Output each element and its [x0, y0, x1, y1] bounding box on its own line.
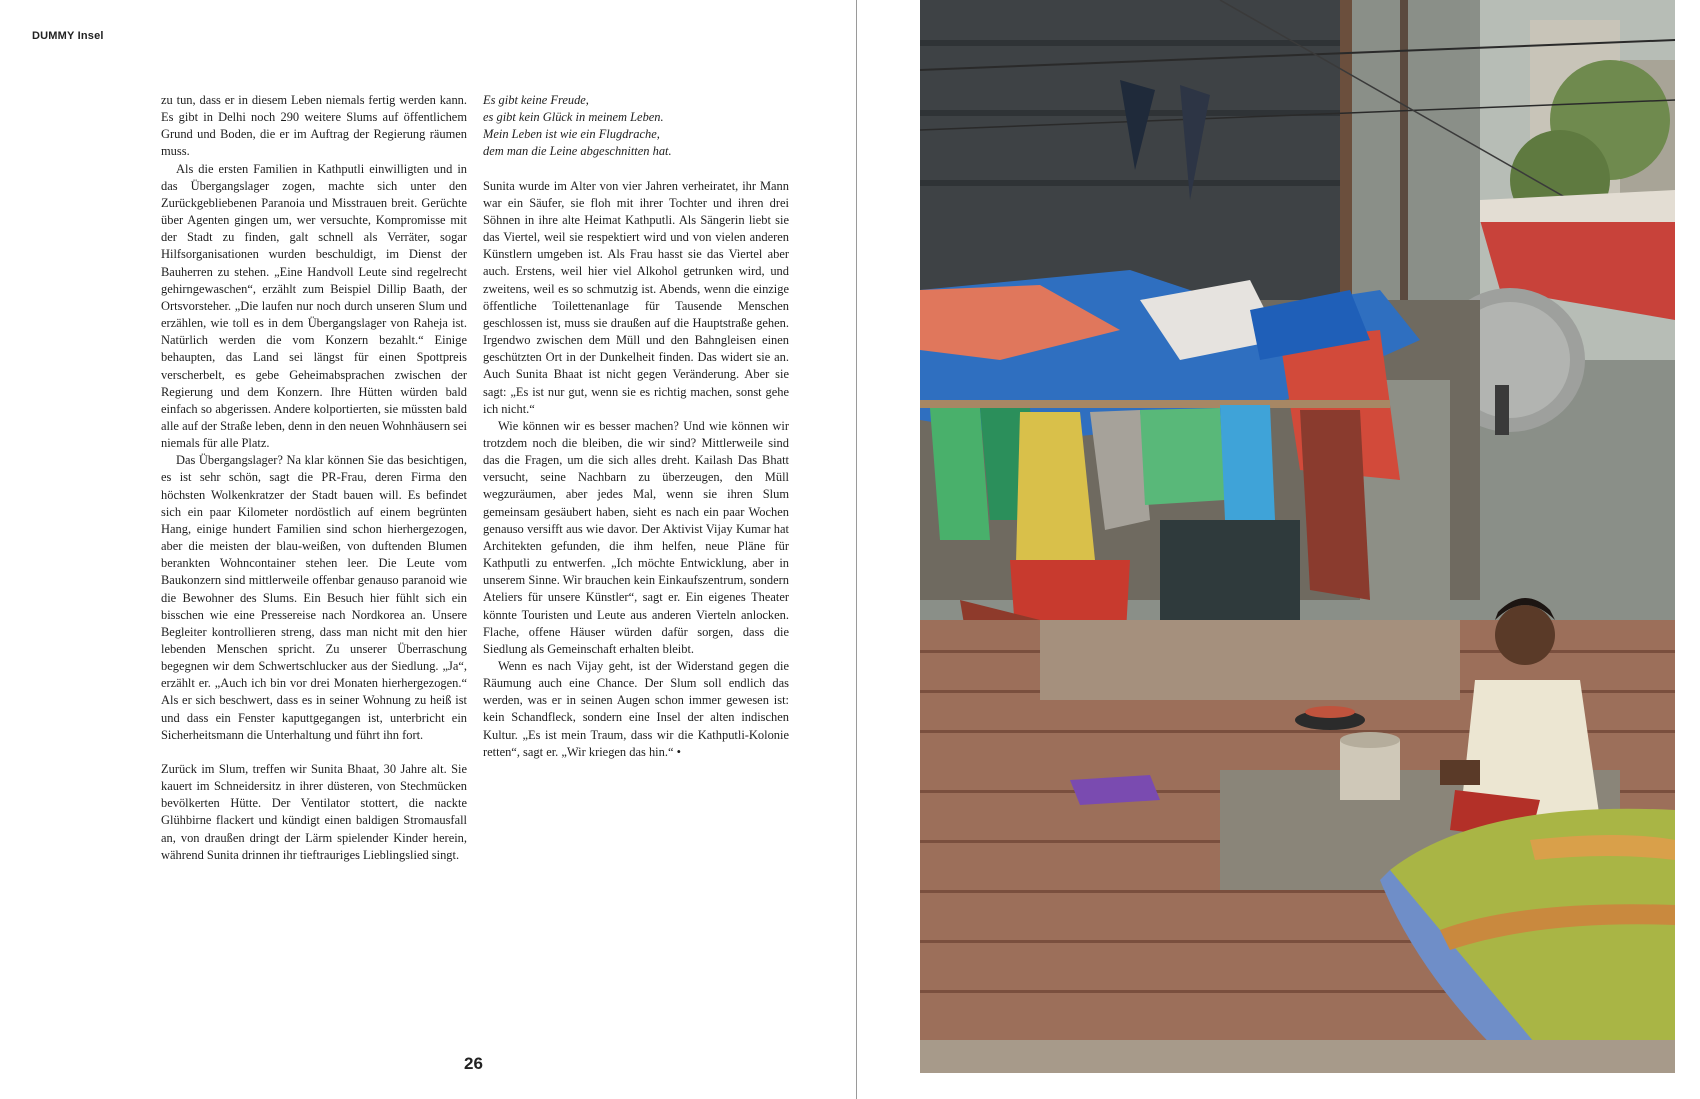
page-spine-divider — [856, 0, 857, 1099]
body-paragraph: Das Übergangslager? Na klar können Sie das besichtigen, es ist sehr schön, sagt die PR-Frau, deren Firma den höchsten Wolkenkratzer der Stadt bauen will. Es befindet sich ein paar Kilometer nordöstlich auf einem begrünten Hang, einige hundert Familien sind schon hierhergezogen, aber die meisten der blau-weißen, von duftenden Blumen berankten Wohncontainer stehen leer. Die Leute vom Baukonzern sind mittlerweile offenbar genauso paranoid wie die Bewohner des Slums. Ein Besuch hier fühlt sich ein bisschen wie eine Pressereise nach Nordkorea an. Unsere Begleiter kontrollieren streng, dass man nicht mit den hier lebenden Menschen spricht. Zu unserer Überraschung begegnen wir dem Schwertschlucker aus der Siedlung. „Ja“, erzählt er. „Auch ich bin vor drei Monaten hierhergezogen.“ Als er sich beschwert, dass es in seiner Wohnung zu heiß ist und dass ein Fenster kaputtgegangen ist, unterbricht ein Sicherheitsmann die Unterhaltung und führt ihn fort. — [161, 453, 467, 742]
lyrics-line: Es gibt keine Freude, — [483, 93, 589, 107]
lyrics-line: es gibt kein Glück in meinem Leben. — [483, 110, 664, 125]
body-paragraph: Zurück im Slum, treffen wir Sunita Bhaat, 30 Jahre alt. Sie kauert im Schneidersitz in ihrer düsteren, von Stechmücken bevölkerten Hütte. Der Ventilator stottert, die nackte Glühbirne flackert und kündigt einen baldigen Stromausfall an, von draußen dringt der Lärm spielender Kinder herein, während Sunita drinnen ihr tieftrauriges Lieblingslied singt. — [161, 761, 467, 862]
body-paragraph: Wie können wir es besser machen? Und wie können wir trotzdem noch die bleiben, die wir sind? Mittlerweile sind das die Fragen, um die sich alles dreht. Kailash Das Bhatt versucht, seine Nachbarn zu überzeugen, den Müll wegzuräumen, aber jedes Mal, wenn sie ihren Slum gemeinsam gesäubert haben, sieht es nach ein paar Wochen genauso versifft aus wie davor. Der Aktivist Vijay Kumar hat Architekten gefunden, die ihm helfen, neue Pläne für Kathputli zu entwerfen. „Ich möchte Entwicklung, aber in unserem Sinne. Wir brauchen kein Einkaufszentrum, sondern Ateliers für unsere Künstler“, sagt er. Ein eigenes Theater könnte Touristen und Leute aus anderen Vierteln anlocken. Flache, offene Häuser würden dafür sorgen, dass die Siedlung als Gemeinschaft erhalten bleibt. — [483, 418, 789, 656]
lyrics-line: dem man die Leine abgeschnitten hat. — [483, 144, 672, 159]
song-lyrics-quote — [483, 92, 789, 161]
body-paragraph: Als die ersten Familien in Kathputli einwilligten und in das Übergangslager zogen, machte sich unter den Zurückgebliebenen Paranoia und Misstrauen breit. Gerüchte über Agenten gingen um, wer versuchte, Kompromisse mit der Stadt zu finden, galt schnell als Verräter, sogar Hilfsorganisationen wurden beschuldigt, im Dienst der Bauherren zu stehen. „Eine Handvoll Leute sind regelrecht gehirngewaschen“, erzählt zum Beispiel Dillip Baath, der Ortsvorsteher. „Die laufen nur noch durch unseren Slum und erzählen, wie toll es in dem Übergangslager von Raheja ist. Natürlich werden die vom Konzern bezahlt.“ Einige behaupten, das Land sei längst für einen Spottpreis verscherbelt, es gebe Geheimabsprachen zwischen der Regierung und dem Konzern. Ihre Hütten würden bald einfach so abgerissen. Andere kolportierten, sie müssten bald alle auf der Straße leben, denn in den neuen Wohnhäusern sei niemals für alle Platz. — [161, 161, 467, 451]
body-paragraph: zu tun, dass er in diesem Leben niemals fertig werden kann. Es gibt in Delhi noch 290 weitere Slums auf öffentlichem Grund und Boden, die er im Auftrag der Regierung räumen muss. — [161, 93, 467, 159]
lyrics-line: Mein Leben ist wie ein Flugdrache, — [483, 127, 660, 142]
text-column-2 — [483, 92, 789, 761]
photo-slum-boy-laundry — [920, 0, 1675, 1073]
magazine-header-label: DUMMY Insel — [32, 30, 104, 42]
body-paragraph: Sunita wurde im Alter von vier Jahren verheiratet, ihr Mann war ein Säufer, sie floh mit ihrer Tochter und ihren drei Söhnen in ihre alte Heimat Kathputli. Als Sängerin liebt sie das Viertel, weil sie respektiert wird und von vielen anderen Künstlern umgeben ist. Als Frau hasst sie das Viertel aber auch. Erstens, weil hier viel Alkohol getrunken wird, und zweitens, weil es so schmutzig ist. Abends, wenn die einzige öffentliche Toilettenanlage für Tausende Menschen geschlossen ist, muss sie draußen auf die Hauptstraße gehen. Irgendwo zwischen dem Müll und den Bahngleisen einen geschützten Ort in der Dunkelheit finden. Das widert sie an. Auch Sunita Bhaat ist nicht gegen Veränderung. Aber sie sagt: „Es ist nur gut, wenn sie es richtig machen, sonst gehe ich nicht.“ — [483, 178, 789, 416]
text-column-1 — [161, 92, 467, 864]
body-paragraph: Wenn es nach Vijay geht, ist der Widerstand gegen die Räumung auch eine Chance. Der Slum soll endlich das werden, was er in seinen Augen schon immer gewesen ist: kein Schandfleck, sondern eine Insel der alten indischen Kultur. „Es ist mein Traum, dass wir die Kathputli-Kolonie retten“, sagt er. „Wir kriegen das hin.“ • — [483, 659, 789, 759]
page-number: 26 — [464, 1054, 483, 1073]
